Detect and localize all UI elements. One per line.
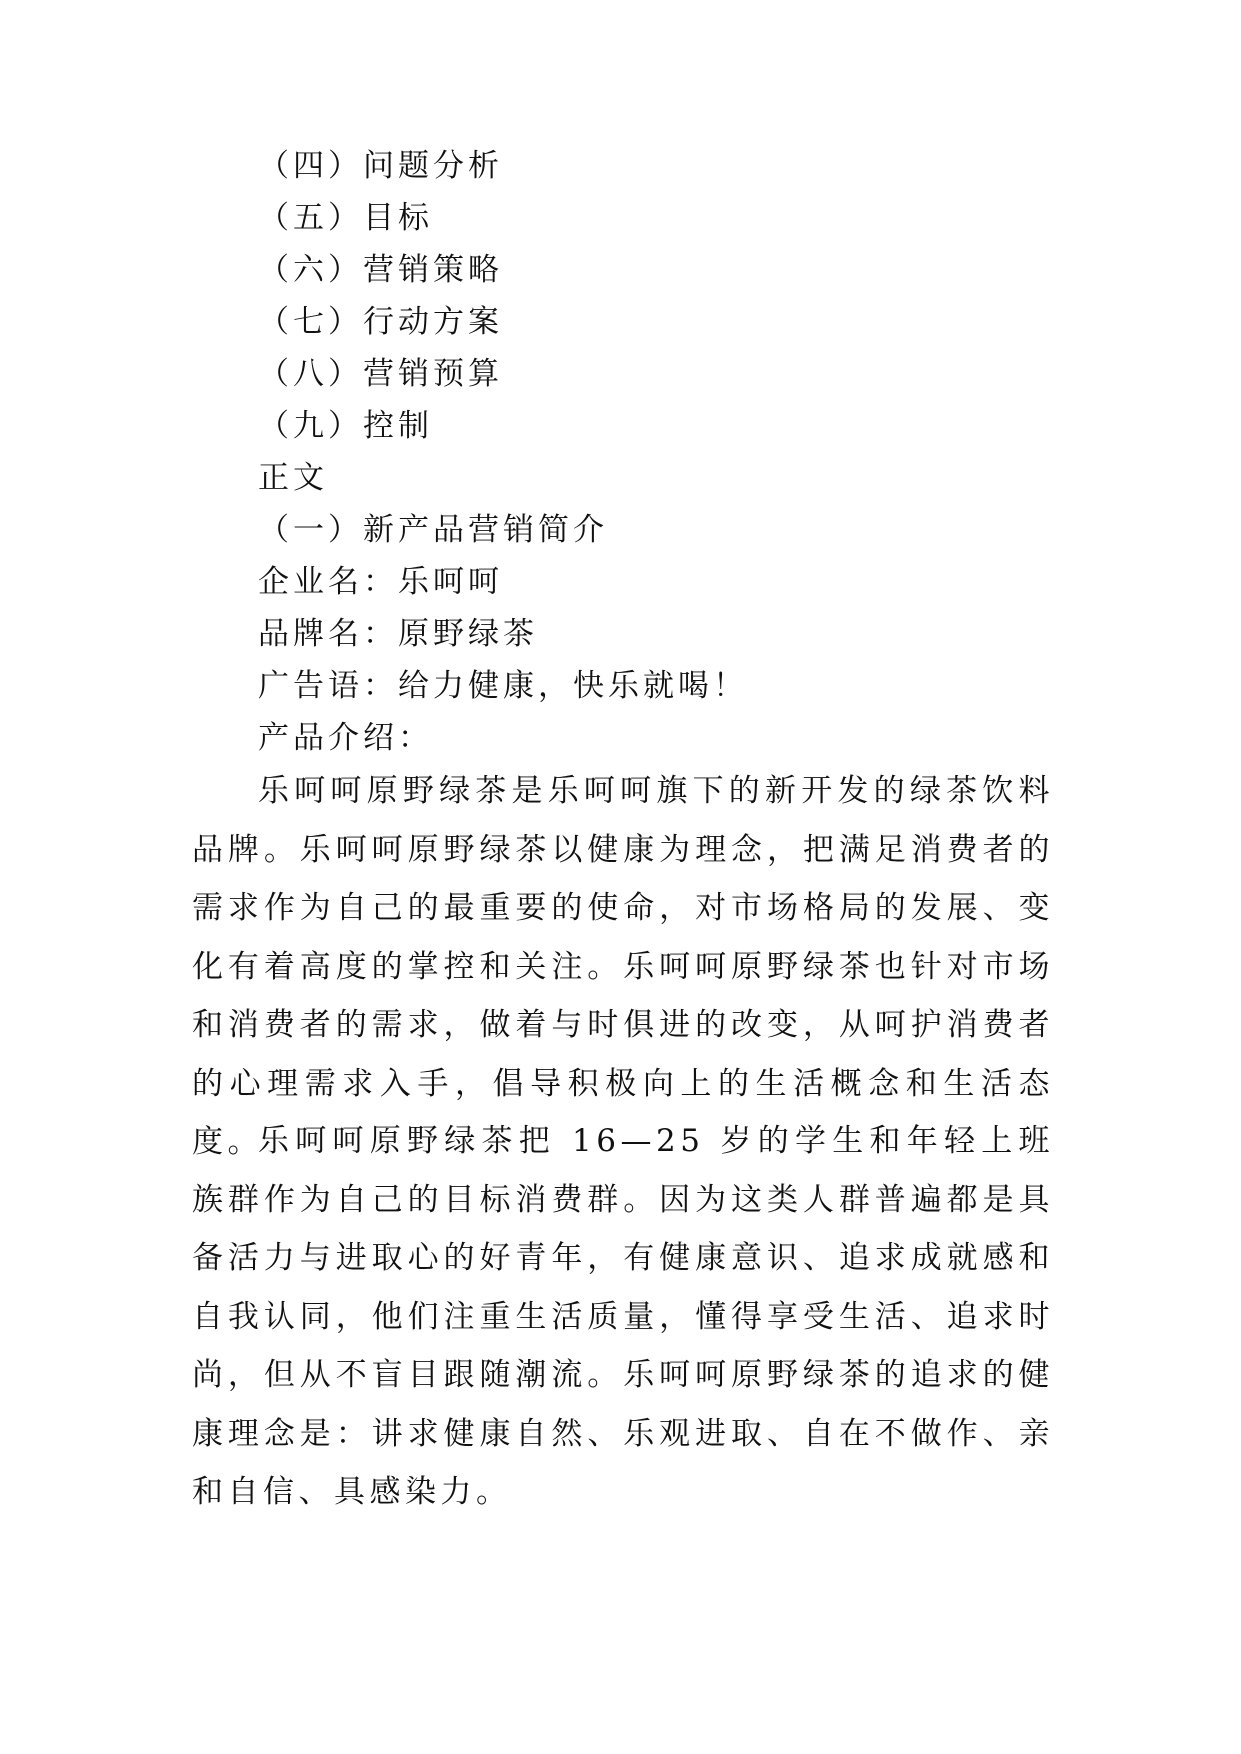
brand-name-line: 品牌名：原野绿茶 (258, 616, 538, 652)
outline-item-7: （七）行动方案 (258, 304, 503, 340)
outline-item-9: （九）控制 (258, 408, 433, 444)
product-intro-label: 产品介绍： (258, 720, 433, 756)
body-heading: 正文 (258, 460, 328, 496)
company-name-line: 企业名：乐呵呵 (258, 564, 503, 600)
outline-item-4: （四）问题分析 (258, 148, 503, 184)
outline-item-5: （五）目标 (258, 200, 433, 236)
slogan-line: 广告语：给力健康，快乐就喝！ (258, 668, 748, 704)
outline-item-8: （八）营销预算 (258, 356, 503, 392)
outline-item-6: （六）营销策略 (258, 252, 503, 288)
intro-paragraph-2: 乐呵呵原野绿茶把 16—25 岁的学生和年轻上班族群作为自己的目标消费群。因为这类人群普遍都是具备活力与进取心的好青年，有健康意识、追求成就感和自我认同，他们注重生活质量，懂得享受生活、追求时尚，但从不盲目跟随潮流。乐呵呵原野绿茶的追求的健康理念是：讲求健康自然、乐观进取、自在不做作、亲和自信、具感染力。 (192, 1123, 1054, 1510)
section-title: （一）新产品营销简介 (258, 512, 608, 548)
intro-paragraph-1: 乐呵呵原野绿茶是乐呵呵旗下的新开发的绿茶饮料品牌。乐呵呵原野绿茶以健康为理念，把满足消费者的需求作为自己的最重要的使命，对市场格局的发展、变化有着高度的掌控和关注。乐呵呵原野绿茶也针对市场和消费者的需求，做着与时俱进的改变，从呵护消费者的心理需求入手，倡导积极向上的生活概念和生活态度。 (192, 773, 1054, 1160)
